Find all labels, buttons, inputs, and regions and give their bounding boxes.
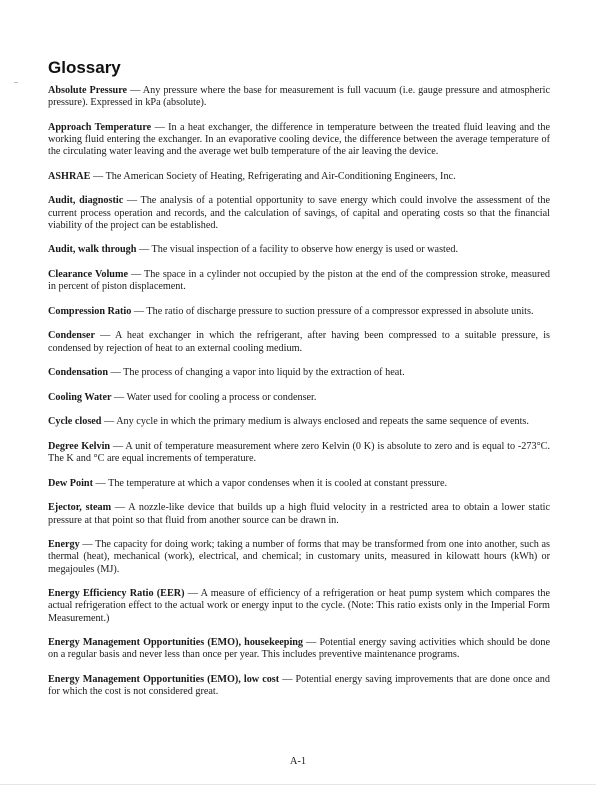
- glossary-term: Audit, walk through: [48, 244, 137, 256]
- bottom-rule: [0, 784, 596, 785]
- term-separator: —: [111, 391, 127, 403]
- glossary-definition: Any cycle in which the primary medium is always enclosed and repeats the same sequence of events.: [116, 416, 529, 428]
- term-separator: —: [90, 170, 106, 182]
- term-separator: —: [111, 502, 129, 514]
- glossary-term: Absolute Pressure: [48, 85, 128, 96]
- glossary-definition: The ratio of discharge pressure to suction pressure of a compressor expressed in absolute units.: [146, 305, 534, 317]
- glossary-term: Approach Temperature: [48, 121, 152, 133]
- glossary-definition: Water used for cooling a process or condenser.: [126, 391, 317, 403]
- glossary-entry: [48, 441, 550, 465]
- glossary-list: [48, 85, 550, 698]
- term-separator: —: [136, 244, 152, 256]
- glossary-entry: [48, 269, 550, 293]
- term-separator: —: [110, 440, 126, 452]
- glossary-definition: In a heat exchanger, the difference in temperature between the treated fluid leaving and the working fluid entering the exchanger. In an evaporative cooling device, the difference between the average temperature of the circulating water leaving and the average wet bulb temperature of the air leaving the device.: [48, 121, 551, 158]
- glossary-term: Condensation: [48, 367, 109, 379]
- glossary-entry: [48, 478, 550, 490]
- glossary-term: Clearance Volume: [48, 268, 128, 280]
- glossary-entry: [48, 392, 550, 404]
- glossary-definition: The capacity for doing work; taking a number of forms that may be transformed from one into another, such as thermal (heat), mechanical (work), electrical, and chemical; in customary units, measured in kilowatt hours (kWh) or megajoules (MJ).: [48, 539, 550, 575]
- glossary-definition: A nozzle-like device that builds up a high fluid velocity in a restricted area to obtain a lower static pressure at that point so that fluid from another source can be drawn in.: [48, 502, 550, 526]
- glossary-entry: [48, 367, 550, 379]
- glossary-entry: [48, 244, 550, 256]
- page-title: Glossary: [48, 58, 121, 77]
- glossary-term: Dew Point: [48, 477, 93, 489]
- glossary-entry: [48, 502, 550, 526]
- glossary-term: Compression Ratio: [48, 305, 132, 317]
- glossary-term: Condenser: [48, 330, 95, 342]
- page-number: A-1: [289, 756, 307, 767]
- term-separator: —: [127, 268, 144, 280]
- glossary-term: Energy Efficiency Ratio (EER): [48, 588, 185, 600]
- term-separator: —: [184, 588, 201, 600]
- scan-edge-mark: [14, 82, 18, 83]
- term-separator: —: [279, 673, 296, 685]
- glossary-definition: Potential energy saving improvements that are done once and for which the cost is not considered great.: [48, 673, 550, 698]
- glossary-entry: [48, 85, 550, 109]
- glossary-term: Cooling Water: [48, 391, 112, 403]
- term-separator: —: [303, 637, 320, 649]
- glossary-entry: [48, 306, 550, 318]
- term-separator: —: [93, 477, 109, 489]
- term-separator: —: [79, 539, 96, 551]
- glossary-term: Energy Management Opportunities (EMO), low cost: [48, 673, 280, 685]
- glossary-entry: [48, 171, 550, 183]
- glossary-term: Degree Kelvin: [48, 440, 111, 452]
- glossary-term: Energy: [48, 539, 80, 551]
- glossary-entry: [48, 637, 550, 661]
- glossary-definition: The analysis of a potential opportunity to save energy which could involve the assessment of the current process operation and records, and the calculation of savings, of capital and operating costs so that the financial viability of the project can be established.: [48, 195, 550, 231]
- glossary-page: [48, 58, 550, 711]
- glossary-definition: Any pressure where the base for measurement is full vacuum (i.e. gauge pressure and atmospheric pressure). Expressed in kPa (absolute).: [48, 85, 551, 109]
- term-separator: —: [127, 85, 143, 96]
- glossary-definition: The space in a cylinder not occupied by the piston at the end of the compression stroke, measured in percent of piston displacement.: [48, 268, 550, 293]
- glossary-term: Cycle closed: [48, 416, 102, 428]
- term-separator: —: [123, 195, 141, 207]
- glossary-term: ASHRAE: [48, 170, 91, 182]
- term-separator: —: [101, 416, 117, 428]
- glossary-definition: A unit of temperature measurement where zero Kelvin (0 K) is absolute to zero and is equal to -273°C. The K and °C are equal increments of temperature.: [48, 440, 550, 465]
- glossary-definition: A heat exchanger in which the refrigerant, after having been compressed to a suitable pressure, is condensed by rejection of heat to an external cooling medium.: [48, 330, 551, 354]
- term-separator: —: [108, 367, 124, 379]
- glossary-definition: The American Society of Heating, Refrigerating and Air-Conditioning Engineers, Inc.: [105, 170, 456, 182]
- glossary-definition: The process of changing a vapor into liquid by the extraction of heat.: [123, 367, 405, 379]
- glossary-term: Ejector, steam: [48, 502, 112, 514]
- term-separator: —: [94, 330, 115, 342]
- glossary-definition: A measure of efficiency of a refrigeration or heat pump system which compares the actual refrigeration effect to the actual work or energy input to the cycle. (Note: This ratio exists only in the Imperial Form Measurement.): [48, 588, 550, 624]
- glossary-definition: The visual inspection of a facility to observe how energy is used or wasted.: [151, 244, 459, 256]
- glossary-definition: Potential energy saving activities which should be done on a regular basis and never less than once per year. This includes preventive maintenance programs.: [48, 637, 550, 661]
- glossary-entry: [48, 674, 550, 698]
- glossary-entry: [48, 195, 550, 232]
- term-separator: —: [151, 121, 169, 133]
- glossary-entry: [48, 416, 550, 428]
- glossary-entry: [48, 330, 550, 354]
- glossary-definition: The temperature at which a vapor condenses when it is cooled at constant pressure.: [108, 477, 448, 489]
- glossary-term: Energy Management Opportunities (EMO), housekeeping: [48, 637, 304, 649]
- glossary-term: Audit, diagnostic: [48, 195, 124, 207]
- glossary-entry: [48, 539, 550, 576]
- glossary-entry: [48, 122, 550, 159]
- term-separator: —: [131, 305, 147, 317]
- glossary-entry: [48, 588, 550, 625]
